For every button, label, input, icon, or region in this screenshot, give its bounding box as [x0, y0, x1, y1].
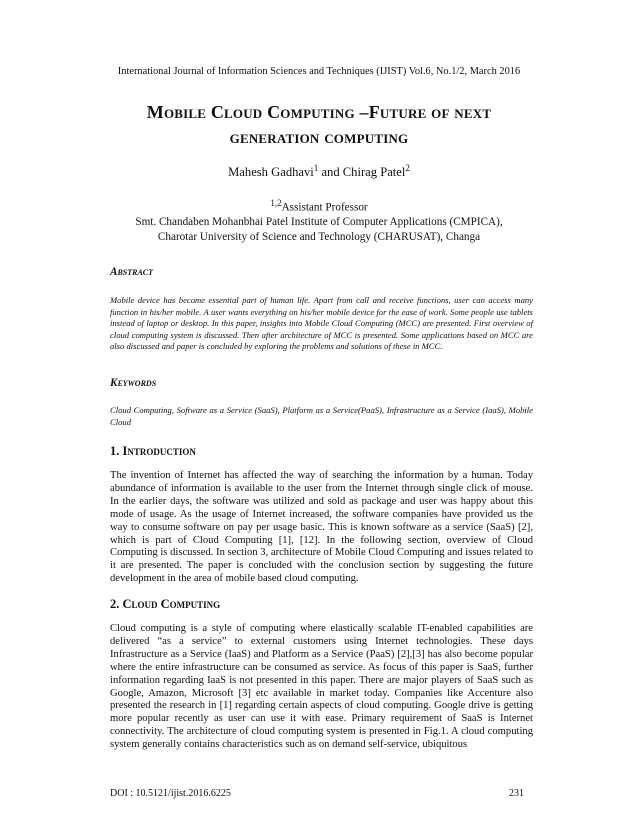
- section-2-heading: 2. Cloud Computing: [110, 597, 221, 611]
- section-1-heading: 1. Introduction: [110, 444, 196, 458]
- footer-doi: DOI : 10.5121/ijist.2016.6225: [110, 788, 231, 799]
- author-list: [0, 163, 638, 180]
- paper-title-line-2: generation computing: [229, 127, 409, 147]
- abstract-heading: Abstract: [110, 266, 154, 278]
- abstract-text: Mobile device has become essential part of human life. Apart from call and receive functions, user can access many function in his/her mobile. A user wants everything on his/her mobile device for the ease of work. Some people use tablets instead of laptop or desktop. In this paper, insights into Mobile Cloud Computing (MCC) are presented. First overview of cloud computing system is discussed. Then after architecture of MCC is presented. Some applications based on MCC are also discussed and paper is concluded by exploring the problems and solutions of these in MCC.: [110, 295, 533, 351]
- affiliation-university: Charotar University of Science and Technology (CHARUSAT), Changa: [157, 230, 481, 243]
- paper-title-line-1: Mobile Cloud Computing –Future of next: [146, 102, 492, 122]
- author-2-superscript: 2: [405, 163, 410, 173]
- affiliation-role: [80, 196, 558, 215]
- paper-title: [60, 100, 578, 150]
- affiliation-role-text: Assistant Professor: [281, 201, 368, 214]
- keywords-heading: Keywords: [110, 377, 157, 389]
- affiliation-institute: Smt. Chandaben Mohanbhai Patel Institute of Computer Applications (CMPICA),: [135, 216, 503, 229]
- author-1: Mahesh Gadhavi: [228, 165, 314, 180]
- keywords-text: Cloud Computing, Software as a Service (SaaS), Platform as a Service(PaaS), Infrastructure as a Service (IaaS), Mobile Cloud: [110, 405, 533, 427]
- author-conjunction: and: [318, 165, 343, 180]
- author-1-superscript: 1: [313, 163, 319, 173]
- author-2: Chirag Patel: [342, 165, 406, 180]
- running-head: International Journal of Information Sciences and Techniques (IJIST) Vol.6, No.1/2, March 2016: [117, 66, 521, 77]
- affiliation-role-superscript: 1,2: [270, 198, 282, 208]
- section-2-text: Cloud computing is a style of computing where elastically scalable IT-enabled capabilities are delivered “as a service” to external customers using Internet technologies. These days Infrastructure as a Service (IaaS) and Platform as a Service (PaaS) [2],[3] has also become popular where the entire infrastructure can be consumed as service. As focus of this paper is SaaS, further information regarding IaaS is not presented in this paper. There are major players of SaaS such as Google, Amazon, Microsoft [3] etc available in market today. Companies like Accenture also presented the research in [1] regarding certain aspects of cloud computing. Google drive is getting more popular recently as user can use it with ease. Primary requirement of SaaS is Internet connectivity. The architecture of cloud computing system is presented in Fig.1. A cloud computing system generally contains characteristics such as on demand self-service, ubiquitous: [110, 623, 533, 751]
- footer-page-number: 231: [509, 788, 524, 799]
- section-1-text: The invention of Internet has affected the way of searching the information by a human. Today abundance of information is available to the user from the Internet through single click of mouse. In the earlier days, the software was utilized and sold as package and user was happy about this mode of usage. As the usage of Internet increased, the software companies have provided us the way to consume software on pay per usage basic. This is known software as a service (SaaS) [2], which is part of Cloud Computing [1], [12]. In the following section, overview of Cloud Computing is discussed. In section 3, architecture of Mobile Cloud Computing and issues related to it are presented. The paper is concluded with the conclusion section by suggesting the future development in the area of mobile based cloud computing.: [110, 470, 533, 585]
- affiliation-block: [80, 196, 558, 244]
